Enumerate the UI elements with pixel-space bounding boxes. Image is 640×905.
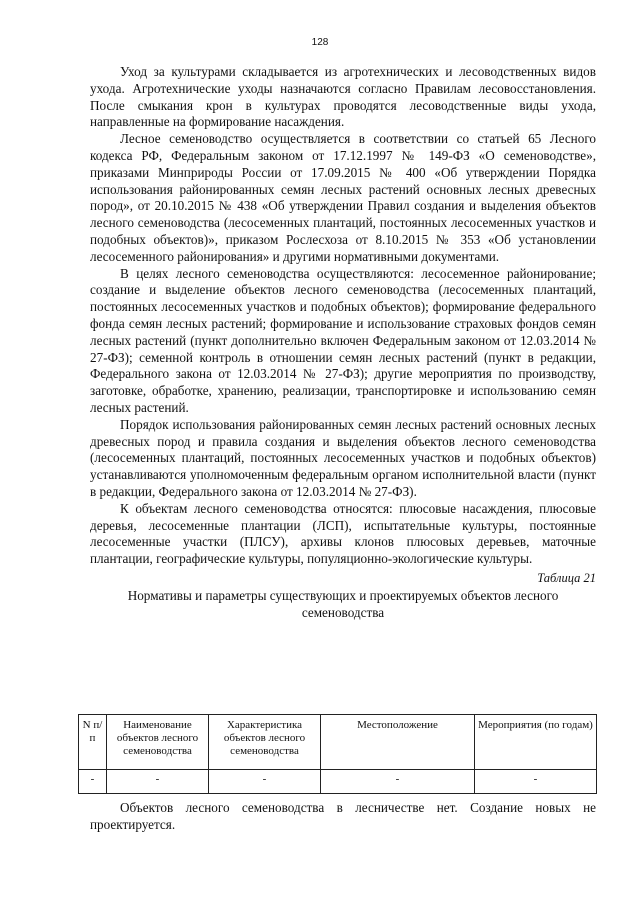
paragraph-seed-breeding-law: Лесное семеноводство осуществляется в соответствии со статьей 65 Лесного кодекса РФ, Федеральным законом от 17.12.1997 № 149-ФЗ «О семеноводстве», приказами Минприроды России от 17.09.2015 № 400 «Об утверждении Порядка использования районированных семян лесных растений основных лесных древесных пород», от 20.10.2015 № 438 «Об утверждении Правил создания и выделения объектов лесного семеноводства (лесосеменных плантаций, постоянных лесосеменных участков и подобных объектов)», приказом Рослесхоза от 8.10.2015 № 353 «Об установлении лесосеменного районирования» и другими нормативными документами. [90,131,596,264]
paragraph-closing: Объектов лесного семеноводства в лесничестве нет. Создание новых не проектируется. [90,800,596,832]
table-title: Нормативы и параметры существующих и проектируемых объектов лесного семеноводства [127,587,559,620]
paragraph-seed-procedure: Порядок использования районированных семян лесных растений основных лесных древесных пород и правила создания и выделения объектов лесного семеноводства (лесосеменных плантаций, постоянных лесосеменных участков и подобных объектов) устанавливаются уполномоченным федеральным органом исполнительной власти (пункт в редакции, Федерального закона от 12.03.2014 № 27-ФЗ). [90,416,596,499]
paragraph-seed-objects: К объектам лесного семеноводства относятся: плюсовые насаждения, плюсовые деревья, лесосеменные плантации (ЛСП), испытательные культуры, постоянные лесосеменные участки (ПЛСУ), архивы клонов плюсовых деревьев, маточные плантации, географические культуры, популяционно-экологические культуры. [90,500,596,567]
table-cell: - [321,770,475,794]
paragraph-care: Уход за культурами складывается из агротехнических и лесоводственных видов ухода. Агротехнические уходы назначаются согласно Правилам лесовосстановления. После смыкания крон в культурах проводятся лесоводственные виды ухода, направленные на формирование насаждения. [90,64,596,130]
closing-text [90,800,596,834]
body-text [90,64,596,622]
table-cell: - [79,770,107,794]
col-header-location: Местоположение [321,715,475,770]
paragraph-seed-breeding-goals: В целях лесного семеноводства осуществляются: лесосеменное районирование; создание и выделение объектов лесного семеноводства (лесосеменных плантаций, постоянных лесосеменных участков и подобных объектов); формирование федерального фонда семян лесных растений; формирование и использование страховых фондов семян лесных растений (пункт дополнительно включен Федеральным законом от 12.03.2014 № 27-ФЗ); семенной контроль в отношении семян лесных растений (пункт в редакции, Федерального закона от 12.03.2014 № 27-ФЗ); другие мероприятия по производству, заготовке, обработке, хранению, реализации, транспортировке и использованию семян лесных растений. [90,265,596,415]
col-header-characteristics: Характеристика объектов лесного семеноводства [209,715,321,770]
col-header-measures: Мероприятия (по годам) [475,715,597,770]
col-header-number: N п/п [79,715,107,770]
table-label: Таблица 21 [537,570,596,585]
seed-objects-table [78,714,597,794]
page-number: 128 [311,37,329,48]
table-cell: - [475,770,597,794]
table-row [79,770,597,794]
table-cell: - [209,770,321,794]
col-header-name: Наименование объектов лесного семеноводства [107,715,209,770]
table-header-row [79,715,597,770]
table-cell: - [107,770,209,794]
